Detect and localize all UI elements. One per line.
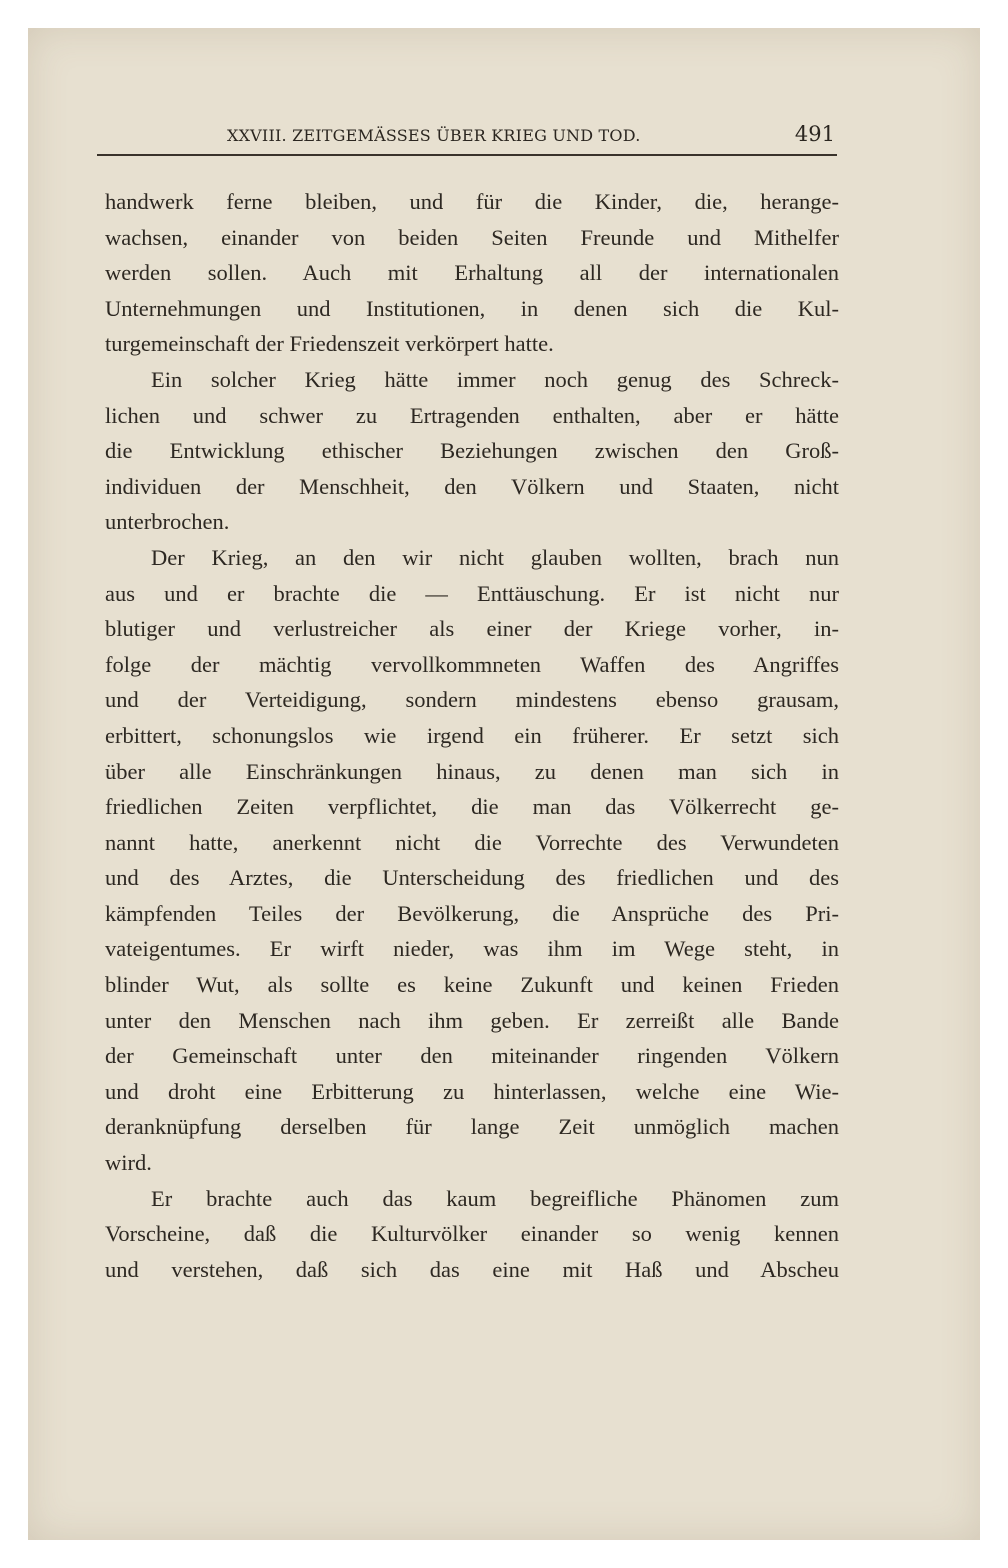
text-line: und verstehen, daß sich das eine mit Haß und Abscheu	[105, 1256, 839, 1282]
text-line: blinder Wut, als sollte es keine Zukunft und keinen Frieden	[105, 972, 839, 998]
body-text	[105, 184, 839, 1287]
text-line: deranknüpfung derselben für lange Zeit unmöglich machen	[105, 1114, 839, 1140]
text-line: nannt hatte, anerkennt nicht die Vorrechte des Verwundeten	[105, 829, 839, 855]
text-line: wird.	[105, 1150, 152, 1176]
text-line: die Entwicklung ethischer Beziehungen zwischen den Groß-	[105, 438, 839, 464]
text-line: Ein solcher Krieg hätte immer noch genug des Schreck-	[151, 366, 839, 392]
text-line: werden sollen. Auch mit Erhaltung all der internationalen	[105, 260, 839, 286]
text-line: individuen der Menschheit, den Völkern und Staaten, nicht	[105, 473, 839, 499]
text-line: Der Krieg, an den wir nicht glauben wollten, brach nun	[151, 544, 839, 570]
text-line: und des Arztes, die Unterscheidung des friedlichen und des	[105, 865, 839, 891]
text-line: Er brachte auch das kaum begreifliche Phänomen zum	[151, 1185, 839, 1211]
text-line: blutiger und verlustreicher als einer der Kriege vorher, in-	[105, 616, 839, 642]
text-line: unterbrochen.	[105, 509, 230, 535]
text-line: Unternehmungen und Institutionen, in denen sich die Kul-	[105, 295, 839, 321]
page-number: 491	[794, 122, 835, 146]
running-title: XXVIII. ZEITGEMÄSSES ÜBER KRIEG UND TOD.	[227, 126, 641, 145]
text-line: folge der mächtig vervollkommneten Waffen des Angriffes	[105, 651, 839, 677]
text-line: und der Verteidigung, sondern mindestens ebenso grausam,	[105, 687, 839, 713]
text-line: aus und er brachte die — Enttäuschung. Er ist nicht nur	[105, 580, 839, 606]
text-line: erbittert, schonungslos wie irgend ein früherer. Er setzt sich	[105, 722, 839, 748]
text-line: handwerk ferne bleiben, und für die Kinder, die, herange-	[105, 189, 839, 214]
text-line: lichen und schwer zu Ertragenden enthalten, aber er hätte	[105, 402, 839, 428]
header-rule	[97, 154, 837, 156]
text-line: turgemeinschaft der Friedenszeit verkörpert hatte.	[105, 331, 554, 357]
text-line: unter den Menschen nach ihm geben. Er zerreißt alle Bande	[105, 1007, 839, 1033]
text-line: über alle Einschränkungen hinaus, zu denen man sich in	[105, 758, 839, 784]
text-line: Vorscheine, daß die Kulturvölker einander so wenig kennen	[105, 1221, 839, 1247]
page-header	[97, 124, 837, 154]
text-line: friedlichen Zeiten verpflichtet, die man das Völkerrecht ge-	[105, 794, 839, 820]
text-line: der Gemeinschaft unter den miteinander ringenden Völkern	[105, 1043, 839, 1069]
text-line: und droht eine Erbitterung zu hinterlassen, welche eine Wie-	[105, 1078, 839, 1104]
text-line: wachsen, einander von beiden Seiten Freunde und Mithelfer	[105, 224, 839, 250]
text-line: kämpfenden Teiles der Bevölkerung, die Ansprüche des Pri-	[105, 900, 839, 926]
text-line: vateigentumes. Er wirft nieder, was ihm im Wege steht, in	[105, 936, 839, 962]
